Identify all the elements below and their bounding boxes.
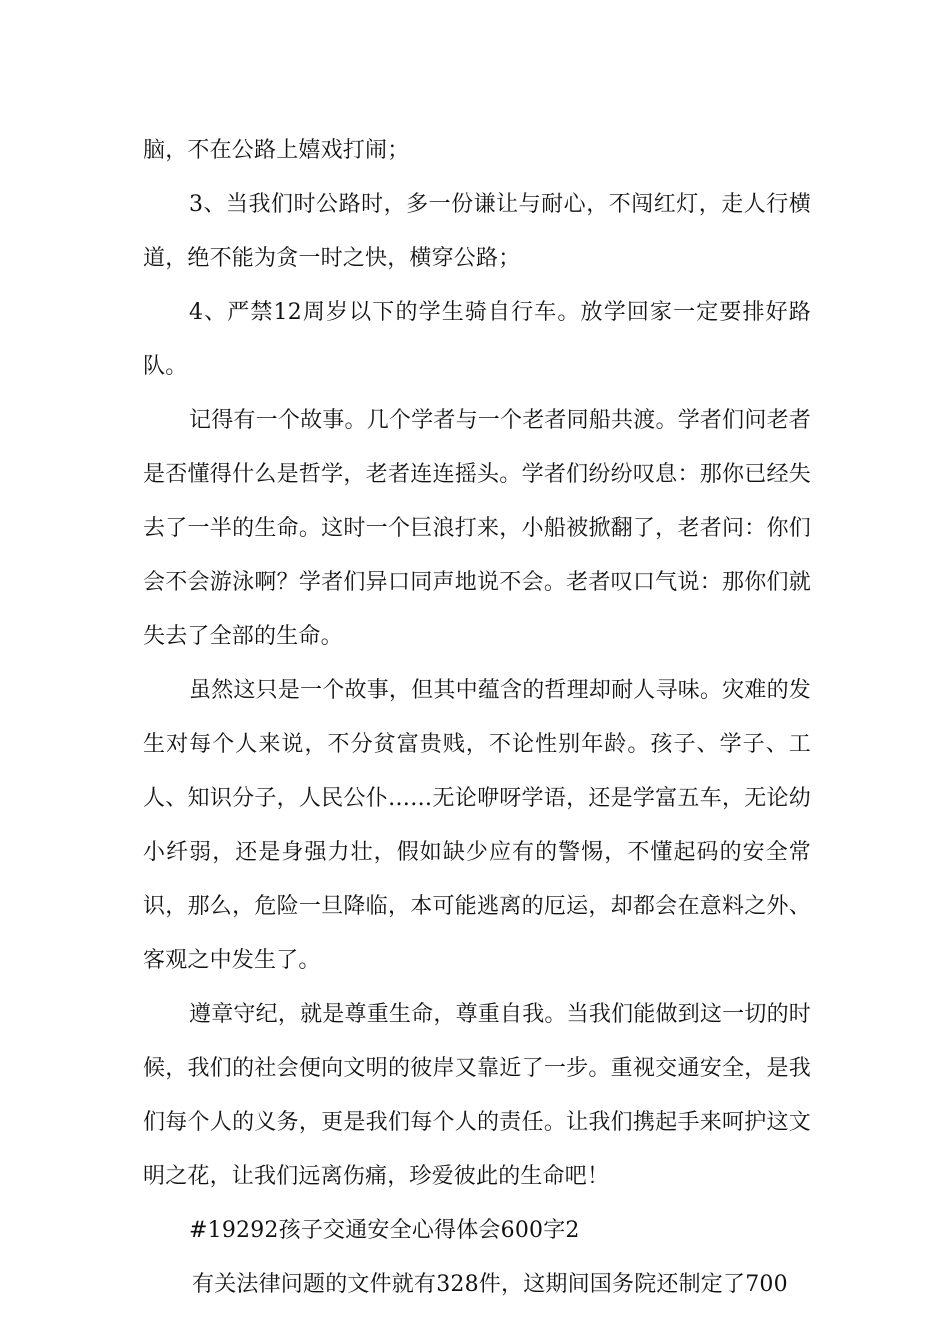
paragraph-conclusion: 遵章守纪，就是尊重生命，尊重自我。当我们能做到这一切的时候，我们的社会便向文明的彼岸又靠近了一步。重视交通安全，是我们每个人的义务，更是我们每个人的责任。让我们携起手来呵护这文明之花，让我们远离伤痛，珍爱彼此的生命吧！: [143, 1002, 811, 1189]
section-heading: #19292孩子交通安全心得体会600字2: [189, 1218, 580, 1243]
paragraph-continuation: 脑，不在公路上嬉戏打闹；: [143, 138, 410, 163]
paragraph-rule-4: 4、严禁12周岁以下的学生骑自行车。放学回家一定要排好路队。: [143, 300, 811, 379]
paragraph-reflection: 虽然这只是一个故事，但其中蕴含的哲理却耐人寻味。灾难的发生对每个人来说，不分贫富贵贱，不论性别年龄。孩子、学子、工人、知识分子，人民公仆……无论咿呀学语，还是学富五车，无论幼小纤弱，还是身强力壮，假如缺少应有的警惕，不懂起码的安全常识，那么，危险一旦降临，本可能逃离的厄运，却都会在意料之外、客观之中发生了。: [143, 678, 811, 973]
paragraph-law: 有关法律问题的文件就有328件，这期间国务院还制定了700: [192, 1272, 788, 1297]
paragraph-rule-3: 3、当我们时公路时，多一份谦让与耐心，不闯红灯，走人行横道，绝不能为贪一时之快，横穿公路；: [143, 192, 811, 271]
document-body: [143, 124, 811, 1312]
paragraph-story: 记得有一个故事。几个学者与一个老者同船共渡。学者们问老者是否懂得什么是哲学，老者连连摇头。学者们纷纷叹息：那你已经失去了一半的生命。这时一个巨浪打来，小船被掀翻了，老者问：你们会不会游泳啊？学者们异口同声地说不会。老者叹口气说：那你们就失去了全部的生命。: [143, 408, 811, 649]
